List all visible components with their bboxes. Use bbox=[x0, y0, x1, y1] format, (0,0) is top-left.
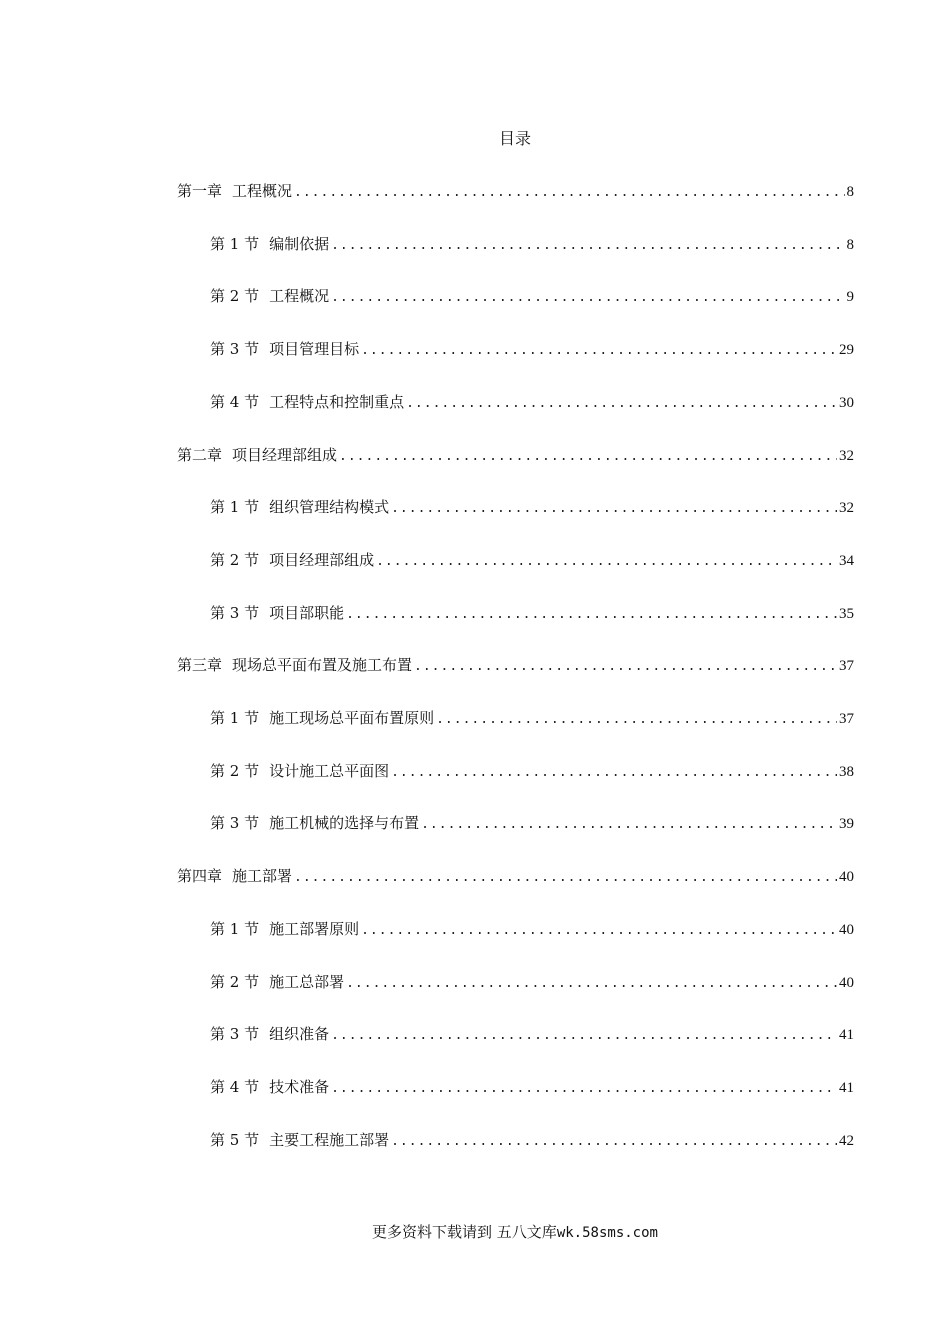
toc-leader-dots bbox=[331, 287, 844, 309]
toc-page-number: 9 bbox=[846, 289, 854, 306]
toc-leader-dots bbox=[331, 1078, 837, 1100]
toc-chapter-entry[interactable] bbox=[177, 180, 854, 202]
toc-entry-label bbox=[210, 1023, 329, 1045]
toc-entry-label bbox=[210, 1129, 389, 1151]
toc-entry-title: 项目部职能 bbox=[269, 603, 345, 622]
toc-page-number: 34 bbox=[839, 552, 854, 569]
toc-entry-label bbox=[177, 444, 337, 466]
toc-entry-title: 设计施工总平面图 bbox=[269, 761, 390, 780]
toc-entry-label bbox=[210, 918, 359, 940]
toc-leader-dots bbox=[294, 867, 837, 889]
toc-entry-label bbox=[210, 233, 329, 255]
toc-page-number: 42 bbox=[839, 1132, 854, 1149]
toc-section-entry[interactable] bbox=[210, 496, 854, 518]
toc-leader-dots bbox=[294, 182, 844, 204]
toc-entry-label bbox=[210, 496, 389, 518]
toc-entry-number: 第 5 节 bbox=[210, 1130, 260, 1149]
toc-page-number: 37 bbox=[839, 711, 854, 727]
toc-section-entry[interactable] bbox=[210, 285, 854, 307]
toc-leader-dots bbox=[391, 498, 837, 520]
toc-leader-dots bbox=[406, 393, 837, 415]
toc-section-entry[interactable] bbox=[210, 1076, 854, 1098]
toc-entry-number: 第 3 节 bbox=[210, 603, 260, 622]
toc-entry-number: 第 2 节 bbox=[210, 972, 260, 991]
toc-entry-label bbox=[210, 285, 329, 307]
toc-entry-label bbox=[210, 707, 434, 729]
toc-entry-number: 第三章 bbox=[177, 656, 223, 675]
toc-entry-label bbox=[210, 1076, 329, 1098]
toc-leader-dots bbox=[391, 1131, 837, 1153]
toc-leader-dots bbox=[436, 709, 837, 731]
toc-section-entry[interactable] bbox=[210, 760, 854, 782]
toc-entry-title: 项目管理目标 bbox=[269, 340, 360, 359]
toc-entry-title: 施工现场总平面布置原则 bbox=[269, 709, 435, 727]
footer bbox=[0, 1221, 950, 1242]
toc-leader-dots bbox=[421, 814, 837, 836]
toc-entry-number: 第 1 节 bbox=[210, 919, 260, 938]
toc-leader-dots bbox=[331, 1025, 837, 1047]
toc-page-number: 38 bbox=[839, 763, 854, 780]
toc-page-number: 40 bbox=[839, 869, 854, 886]
toc-leader-dots bbox=[391, 762, 837, 784]
toc-chapter-entry[interactable] bbox=[177, 865, 854, 887]
toc-section-entry[interactable] bbox=[210, 549, 854, 571]
toc-page-number: 40 bbox=[839, 921, 854, 938]
toc-entry-title: 工程特点和控制重点 bbox=[269, 392, 405, 411]
toc-entry-title: 项目经理部组成 bbox=[269, 550, 375, 569]
toc-leader-dots bbox=[346, 604, 837, 626]
toc-section-entry[interactable] bbox=[210, 1023, 854, 1045]
toc-chapter-entry[interactable] bbox=[177, 444, 854, 466]
toc-entry-number: 第 1 节 bbox=[210, 234, 260, 253]
toc-entry-title: 施工总部署 bbox=[269, 972, 345, 991]
toc-section-entry[interactable] bbox=[210, 602, 854, 624]
toc-entry-number: 第 2 节 bbox=[210, 550, 260, 569]
toc-entry-label bbox=[210, 971, 344, 993]
toc-entry-title: 技术准备 bbox=[269, 1077, 330, 1096]
footer-link[interactable]: wk.58sms.com bbox=[556, 1225, 658, 1241]
footer-text: 更多资料下载请到 五八文库 bbox=[372, 1223, 557, 1241]
toc-entry-title: 施工部署原则 bbox=[269, 919, 360, 938]
toc-entry-number: 第 2 节 bbox=[210, 287, 260, 306]
toc-section-entry[interactable] bbox=[210, 391, 854, 413]
toc-section-entry[interactable] bbox=[210, 971, 854, 993]
toc-leader-dots bbox=[361, 920, 837, 942]
toc-entry-label bbox=[210, 602, 344, 624]
toc-section-entry[interactable] bbox=[210, 812, 854, 834]
toc-page-number: 41 bbox=[839, 1079, 854, 1096]
toc-entry-label bbox=[210, 760, 389, 782]
toc-page-number: 40 bbox=[839, 974, 854, 991]
toc-leader-dots bbox=[339, 446, 837, 468]
toc-entry-number: 第 3 节 bbox=[210, 340, 260, 359]
toc-entry-label bbox=[177, 654, 412, 676]
toc-entry-label bbox=[177, 180, 292, 202]
toc-entry-title: 组织管理结构模式 bbox=[269, 498, 390, 517]
toc-page-number: 39 bbox=[839, 816, 854, 833]
toc-leader-dots bbox=[361, 340, 837, 362]
toc-entry-number: 第 3 节 bbox=[210, 814, 260, 833]
toc-entry-title: 工程概况 bbox=[269, 287, 330, 306]
toc-page-number: 8 bbox=[846, 236, 854, 253]
toc-entry-label bbox=[210, 391, 404, 413]
toc-page-number: 35 bbox=[839, 605, 854, 622]
toc-entry-number: 第 4 节 bbox=[210, 1077, 260, 1096]
toc-entry-title: 编制依据 bbox=[269, 234, 330, 253]
toc-entry-title: 施工机械的选择与布置 bbox=[269, 814, 420, 833]
toc-section-entry[interactable] bbox=[210, 918, 854, 940]
toc-leader-dots bbox=[346, 973, 837, 995]
toc-leader-dots bbox=[414, 656, 837, 678]
toc-page-number: 29 bbox=[839, 342, 854, 359]
toc-entry-label bbox=[210, 338, 359, 360]
toc-section-entry[interactable] bbox=[210, 707, 854, 729]
toc-page-number: 8 bbox=[846, 184, 854, 200]
toc-leader-dots bbox=[331, 235, 844, 257]
toc-entry-number: 第 3 节 bbox=[210, 1025, 260, 1044]
toc-page-number: 32 bbox=[839, 447, 854, 464]
toc-entry-title: 组织准备 bbox=[269, 1025, 330, 1044]
toc-entry-number: 第 1 节 bbox=[210, 709, 260, 727]
toc-entry-number: 第 1 节 bbox=[210, 498, 260, 517]
toc-entry-title: 施工部署 bbox=[232, 867, 293, 886]
toc-section-entry[interactable] bbox=[210, 1129, 854, 1151]
toc-entry-number: 第二章 bbox=[177, 445, 223, 464]
toc-entry-title: 现场总平面布置及施工布置 bbox=[232, 656, 413, 675]
toc-page-number: 37 bbox=[839, 658, 854, 675]
toc-entry-title: 项目经理部组成 bbox=[232, 445, 338, 464]
toc-entry-label bbox=[177, 865, 292, 887]
toc-entry-label bbox=[210, 812, 419, 834]
toc-section-entry[interactable] bbox=[210, 338, 854, 360]
toc-section-entry[interactable] bbox=[210, 233, 854, 255]
toc-entry-number: 第 4 节 bbox=[210, 392, 260, 411]
toc-entry-title: 工程概况 bbox=[232, 182, 293, 200]
toc-chapter-entry[interactable] bbox=[177, 654, 854, 676]
toc-entry-label bbox=[210, 549, 374, 571]
toc-entry-number: 第一章 bbox=[177, 182, 223, 200]
toc-entry-title: 主要工程施工部署 bbox=[269, 1130, 390, 1149]
toc-leader-dots bbox=[376, 551, 837, 573]
toc-page-number: 32 bbox=[839, 500, 854, 517]
toc-page-number: 41 bbox=[839, 1027, 854, 1044]
toc-entry-number: 第四章 bbox=[177, 867, 223, 886]
page-title: 目录 bbox=[498, 129, 531, 148]
toc-page-number: 30 bbox=[839, 394, 854, 411]
toc-entry-number: 第 2 节 bbox=[210, 761, 260, 780]
